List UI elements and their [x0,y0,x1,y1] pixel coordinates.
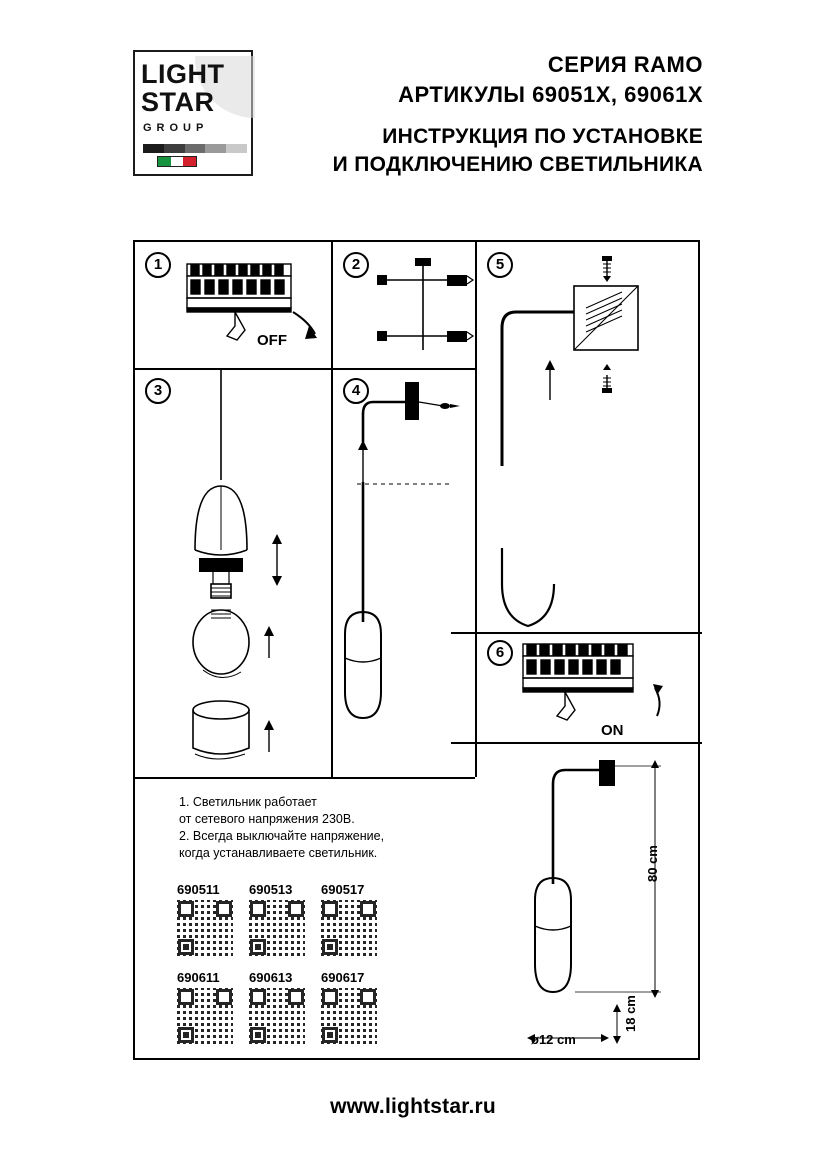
note-line-4: когда устанавливаете светильник. [179,846,378,860]
instruction-title-line2: И ПОДКЛЮЧЕНИЮ СВЕТИЛЬНИКА [332,153,703,176]
divider-v-3 [331,368,333,777]
product-code-690511: 690511 [177,882,220,897]
divider-h-2 [135,777,475,779]
step1-off-label: OFF [257,332,287,349]
product-code-690513: 690513 [249,882,293,897]
italy-flag-icon [157,156,197,167]
note-line-3: 2. Всегда выключайте напряжение, [179,829,385,843]
logo-group-text: GROUP [143,122,209,134]
dimension-diameter-label: ø12 cm [531,1032,576,1047]
step6-on-label: ON [601,722,624,739]
step2-illustration [371,254,475,364]
logo-line-star: STAR [141,87,215,117]
logo-line-light: LIGHT [141,59,225,89]
qr-code-690511 [177,900,233,956]
note-line-2: от сетевого напряжения 230В. [179,812,355,826]
step-badge-1: 1 [145,252,171,278]
note-line-1: 1. Светильник работает [179,795,317,809]
lightstar-logo [133,50,253,176]
document-header [133,50,703,195]
qr-code-690517 [321,900,377,956]
step4-illustration [343,372,475,772]
product-code-690611: 690611 [177,970,220,985]
divider-h-3 [451,632,702,634]
divider-v-1 [331,242,333,368]
qr-code-690611 [177,988,233,1044]
step3-illustration [155,370,331,770]
qr-code-690617 [321,988,377,1044]
step6-illustration [517,638,679,738]
series-title: СЕРИЯ RAMO [547,52,703,77]
product-code-690617: 690617 [321,970,365,985]
dimension-depth-label: 18 cm [623,995,638,1032]
qr-code-690513 [249,900,305,956]
instruction-title-line1: ИНСТРУКЦИЯ ПО УСТАНОВКЕ [382,125,703,148]
footer-website[interactable]: www.lightstar.ru [330,1095,496,1118]
articles-title: АРТИКУЛЫ 69051X, 69061X [398,82,703,107]
dimension-height-label: 80 cm [645,845,660,882]
logo-gradient-bar [143,144,247,153]
logo-wordmark [141,60,225,116]
step-badge-3: 3 [145,378,171,404]
step-badge-5: 5 [487,252,513,278]
qr-code-690613 [249,988,305,1044]
step5-lamp-body [490,542,610,632]
step1-illustration [175,256,325,364]
divider-v-4 [475,368,477,777]
divider-h-4 [451,742,702,744]
product-code-690613: 690613 [249,970,293,985]
steps-frame [133,240,700,1060]
divider-v-2 [475,242,477,368]
step-badge-4: 4 [343,378,369,404]
step-badge-2: 2 [343,252,369,278]
product-code-690517: 690517 [321,882,365,897]
step-badge-6: 6 [487,640,513,666]
dimension-drawing [515,752,701,1052]
